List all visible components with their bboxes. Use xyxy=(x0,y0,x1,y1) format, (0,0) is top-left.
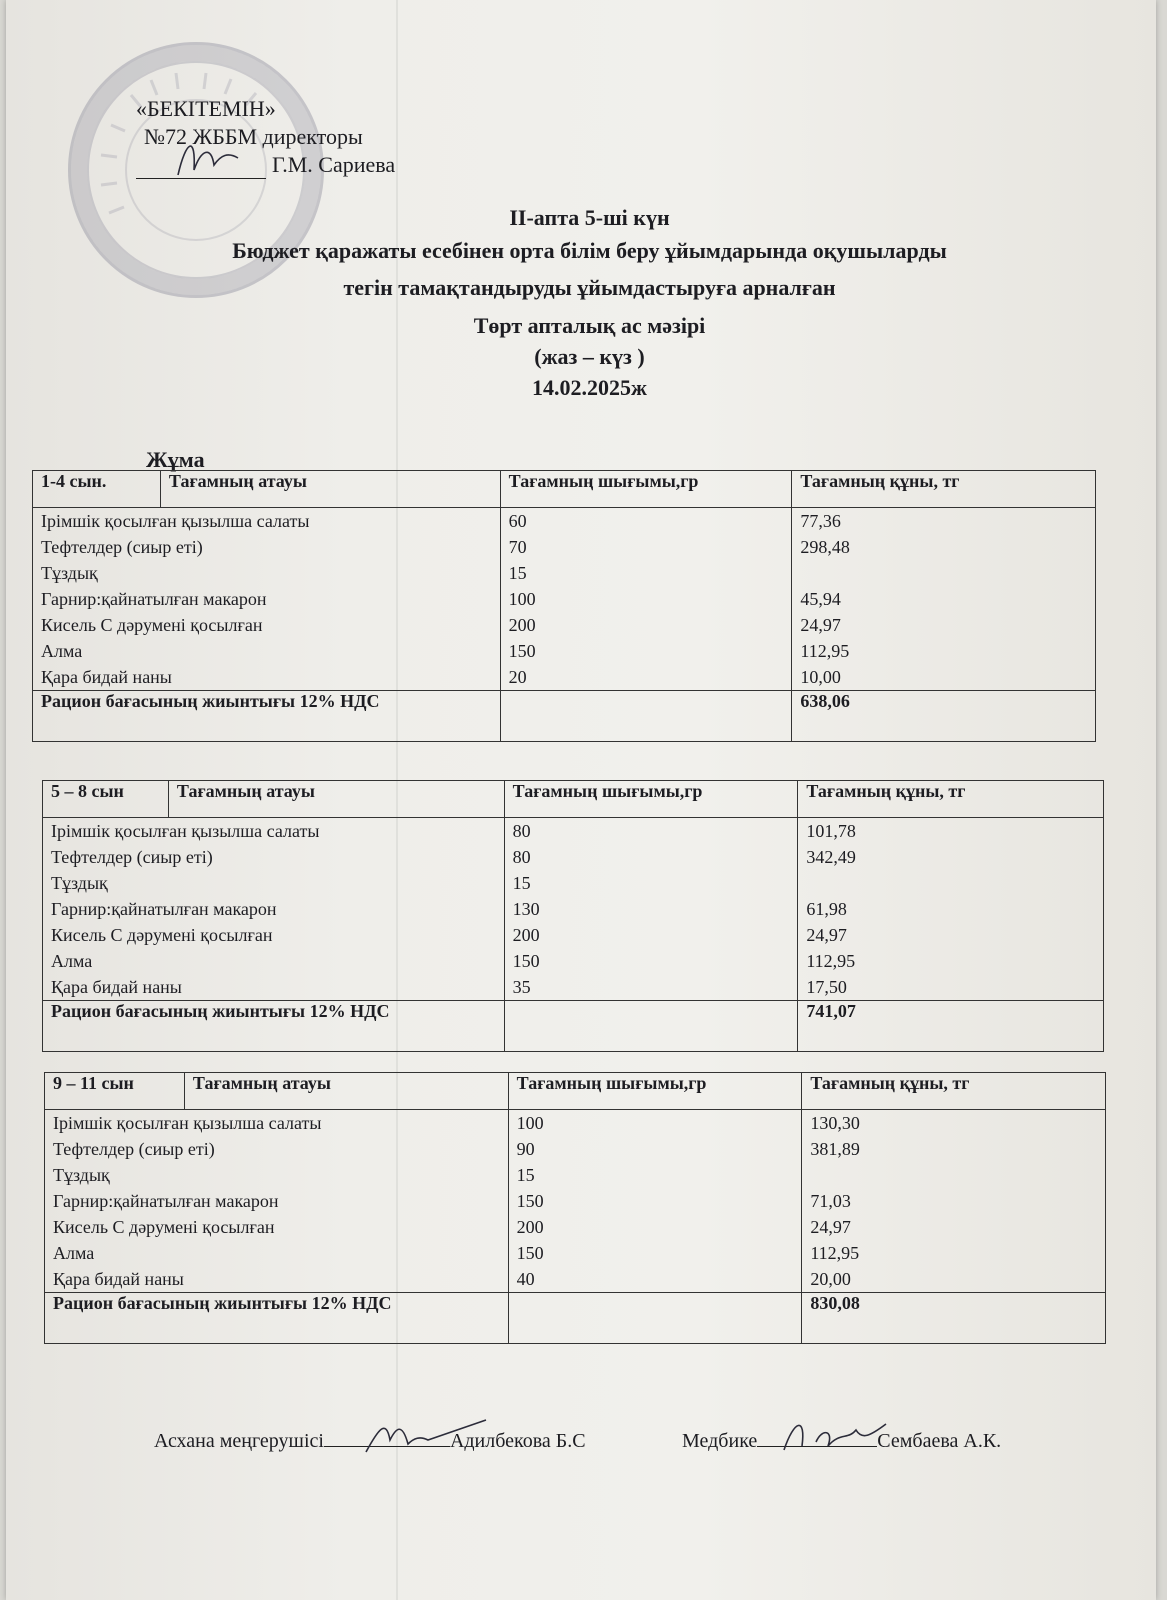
total-label: Рацион бағасының жиынтығы 12% НДС xyxy=(33,691,501,742)
total-label: Рацион бағасының жиынтығы 12% НДС xyxy=(43,1001,505,1052)
total-empty xyxy=(500,691,792,742)
grade-label: 5 – 8 сын xyxy=(43,781,169,818)
dish-yields xyxy=(508,1110,802,1293)
dish-names xyxy=(45,1110,509,1293)
nurse-signature xyxy=(776,1410,906,1460)
dish-name: Алма xyxy=(51,951,93,971)
dish-name: Тұздық xyxy=(53,1165,110,1185)
dish-price: 342,49 xyxy=(806,847,856,867)
dish-price: 130,30 xyxy=(810,1113,860,1133)
dish-name: Кисель С дәрумені қосылған xyxy=(53,1217,275,1237)
menu-table-9-11 xyxy=(44,1072,1106,1344)
day-name: Жұма xyxy=(146,447,205,472)
table-header-row xyxy=(43,781,1104,818)
dish-yield: 150 xyxy=(512,951,540,971)
dish-yield: 35 xyxy=(512,977,531,997)
dish-name: Тефтелдер (сиыр еті) xyxy=(53,1139,215,1159)
dish-yield: 15 xyxy=(508,563,527,583)
approval-position: №72 ЖББМ директоры xyxy=(144,124,363,149)
dish-price: 61,98 xyxy=(806,899,847,919)
grade-label: 9 – 11 сын xyxy=(45,1073,185,1110)
dish-price: 10,00 xyxy=(800,667,841,687)
dish-price: 77,36 xyxy=(800,511,841,531)
dish-name: Гарнир:қайнатылған макарон xyxy=(53,1191,279,1211)
dish-yield: 15 xyxy=(512,873,531,893)
dish-price: 101,78 xyxy=(806,821,856,841)
table-header-row xyxy=(45,1073,1106,1110)
nurse-name: Сембаева А.К. xyxy=(877,1430,1002,1452)
dish-price: 45,94 xyxy=(800,589,841,609)
dish-price: 112,95 xyxy=(806,951,856,971)
dish-yield: 80 xyxy=(512,847,531,867)
menu-table-1-4 xyxy=(32,470,1096,742)
nurse-role: Медбике xyxy=(682,1430,758,1452)
document-page xyxy=(6,0,1156,1600)
dish-rows xyxy=(45,1110,1106,1293)
dish-yield: 200 xyxy=(512,925,540,945)
dish-name: Тұздық xyxy=(41,563,98,583)
total-empty xyxy=(504,1001,798,1052)
dish-price: 112,95 xyxy=(800,641,850,661)
total-row xyxy=(43,1001,1104,1052)
dish-yield: 100 xyxy=(508,589,536,609)
dish-price: 112,95 xyxy=(810,1243,860,1263)
col-price-header: Тағамның құны, тг xyxy=(798,781,1104,818)
dish-yield: 200 xyxy=(516,1217,544,1237)
dish-name: Алма xyxy=(41,641,83,661)
dish-price: 20,00 xyxy=(810,1269,851,1289)
dish-price xyxy=(800,560,1087,586)
col-name-header: Тағамның атауы xyxy=(168,781,504,818)
kitchen-head-signature xyxy=(356,1410,496,1460)
title-line-1: Бюджет қаражаты есебінен орта білім беру ұйымдарында оқушыларды xyxy=(232,238,947,263)
dish-yield: 150 xyxy=(516,1191,544,1211)
dish-yield: 20 xyxy=(508,667,527,687)
director-signature xyxy=(166,130,246,190)
title-line-2: тегін тамақтандыруды ұйымдастыруға арналған xyxy=(343,275,836,300)
dish-name: Қара бидай наны xyxy=(51,977,182,997)
kitchen-head-name: Адилбекова Б.С xyxy=(449,1430,586,1452)
dish-name: Ірімшік қосылған қызылша салаты xyxy=(51,821,320,841)
dish-prices xyxy=(798,818,1104,1001)
dish-yield: 80 xyxy=(512,821,531,841)
dish-name: Гарнир:қайнатылған макарон xyxy=(41,589,267,609)
dish-name: Кисель С дәрумені қосылған xyxy=(41,615,263,635)
col-price-header: Тағамның құны, тг xyxy=(802,1073,1106,1110)
dish-price: 24,97 xyxy=(806,925,847,945)
director-name: Г.М. Сариева xyxy=(272,152,396,177)
total-empty xyxy=(508,1293,802,1344)
dish-yield: 90 xyxy=(516,1139,535,1159)
dish-yield: 15 xyxy=(516,1165,535,1185)
approval-title: «БЕКІТЕМІН» xyxy=(136,96,276,121)
dish-name: Ірімшік қосылған қызылша салаты xyxy=(41,511,310,531)
dish-price: 381,89 xyxy=(810,1139,860,1159)
total-value: 741,07 xyxy=(798,1001,1104,1052)
kitchen-head-role: Асхана меңгерушісі xyxy=(154,1430,324,1452)
dish-name: Тефтелдер (сиыр еті) xyxy=(41,537,203,557)
col-yield-header: Тағамның шығымы,гр xyxy=(504,781,798,818)
dish-name: Қара бидай наны xyxy=(41,667,172,687)
table-header-row xyxy=(33,471,1096,508)
dish-price xyxy=(810,1162,1097,1188)
menu-table-5-8 xyxy=(42,780,1104,1052)
dish-yield: 150 xyxy=(508,641,536,661)
total-label: Рацион бағасының жиынтығы 12% НДС xyxy=(45,1293,509,1344)
col-yield-header: Тағамның шығымы,гр xyxy=(500,471,792,508)
dish-name: Тұздық xyxy=(51,873,108,893)
dish-name: Ірімшік қосылған қызылша салаты xyxy=(53,1113,322,1133)
total-row xyxy=(45,1293,1106,1344)
dish-yield: 60 xyxy=(508,511,527,531)
menu-date: 14.02.2025ж xyxy=(532,375,647,400)
dish-yield: 100 xyxy=(516,1113,544,1133)
col-name-header: Тағамның атауы xyxy=(160,471,500,508)
dish-yield: 200 xyxy=(508,615,536,635)
dish-price: 298,48 xyxy=(800,537,850,557)
dish-name: Қара бидай наны xyxy=(53,1269,184,1289)
col-name-header: Тағамның атауы xyxy=(184,1073,508,1110)
week-day: II-апта 5-ші күн xyxy=(509,205,670,230)
dish-names xyxy=(43,818,505,1001)
dish-yield: 40 xyxy=(516,1269,535,1289)
dish-yield: 70 xyxy=(508,537,527,557)
dish-prices xyxy=(802,1110,1106,1293)
dish-name: Кисель С дәрумені қосылған xyxy=(51,925,273,945)
dish-yields xyxy=(504,818,798,1001)
dish-price xyxy=(806,870,1095,896)
dish-price: 17,50 xyxy=(806,977,847,997)
dish-yields xyxy=(500,508,792,691)
dish-rows xyxy=(43,818,1104,1001)
dish-yield: 150 xyxy=(516,1243,544,1263)
total-value: 638,06 xyxy=(792,691,1096,742)
dish-price: 71,03 xyxy=(810,1191,851,1211)
total-value: 830,08 xyxy=(802,1293,1106,1344)
season: (жаз – күз ) xyxy=(534,344,645,369)
dish-price: 24,97 xyxy=(800,615,841,635)
title-line-3: Төрт апталық ас мәзірі xyxy=(473,313,706,338)
total-row xyxy=(33,691,1096,742)
col-price-header: Тағамның құны, тг xyxy=(792,471,1096,508)
dish-names xyxy=(33,508,501,691)
dish-name: Тефтелдер (сиыр еті) xyxy=(51,847,213,867)
dish-name: Гарнир:қайнатылған макарон xyxy=(51,899,277,919)
col-yield-header: Тағамның шығымы,гр xyxy=(508,1073,802,1110)
dish-price: 24,97 xyxy=(810,1217,851,1237)
dish-name: Алма xyxy=(53,1243,95,1263)
dish-prices xyxy=(792,508,1096,691)
dish-rows xyxy=(33,508,1096,691)
grade-label: 1-4 сын. xyxy=(33,471,161,508)
dish-yield: 130 xyxy=(512,899,540,919)
